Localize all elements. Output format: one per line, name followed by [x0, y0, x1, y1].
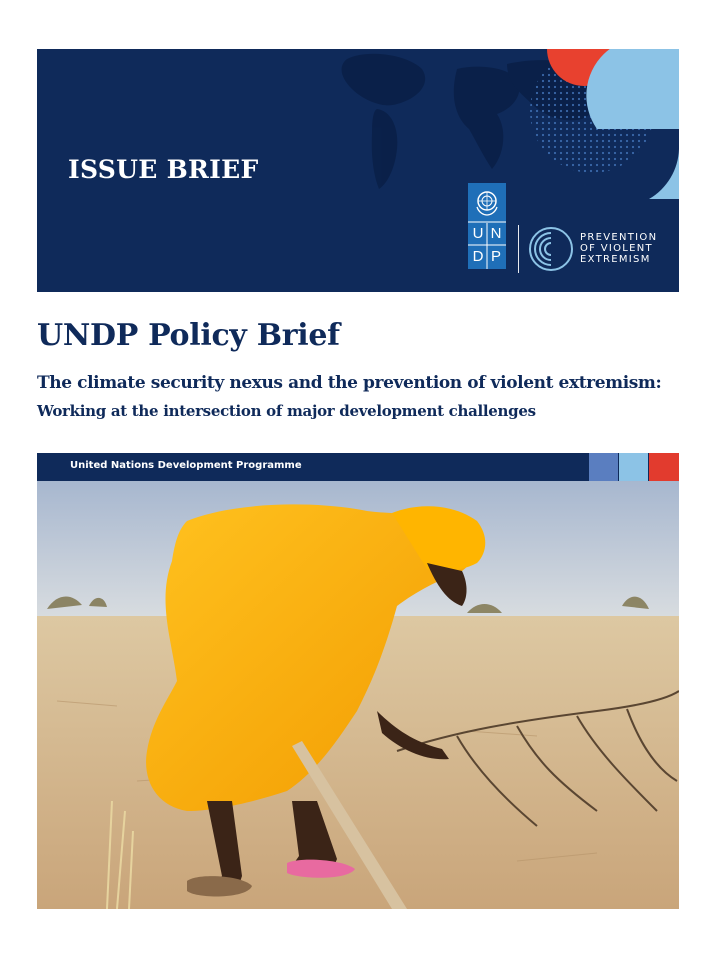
cover-photo — [37, 481, 679, 909]
logo-divider — [518, 225, 519, 273]
undp-letter-p: P — [490, 248, 501, 265]
undp-letter-n: N — [490, 225, 502, 242]
accent-square-light-blue — [619, 453, 648, 481]
undp-letter-u: U — [472, 225, 484, 242]
organization-label: United Nations Development Programme — [70, 460, 302, 471]
pve-circle-icon — [527, 225, 575, 273]
pve-line-3: EXTREMISM — [580, 254, 651, 265]
undp-letter-d: D — [472, 248, 484, 265]
page-subtitle-secondary: Working at the intersection of major development challenges — [37, 402, 536, 420]
issue-brief-banner — [37, 49, 679, 292]
pve-logo-text — [580, 232, 657, 265]
page-title: UNDP Policy Brief — [37, 318, 340, 353]
accent-square-red — [649, 453, 679, 481]
issue-brief-label: ISSUE BRIEF — [68, 155, 259, 184]
pve-line-2: OF VIOLENT — [580, 243, 653, 254]
page-subtitle: The climate security nexus and the prevention of violent extremism: — [37, 373, 662, 393]
pve-line-1: PREVENTION — [580, 232, 658, 243]
accent-square-blue — [589, 453, 618, 481]
undp-logo — [468, 183, 506, 269]
report-header-strip — [37, 453, 679, 481]
